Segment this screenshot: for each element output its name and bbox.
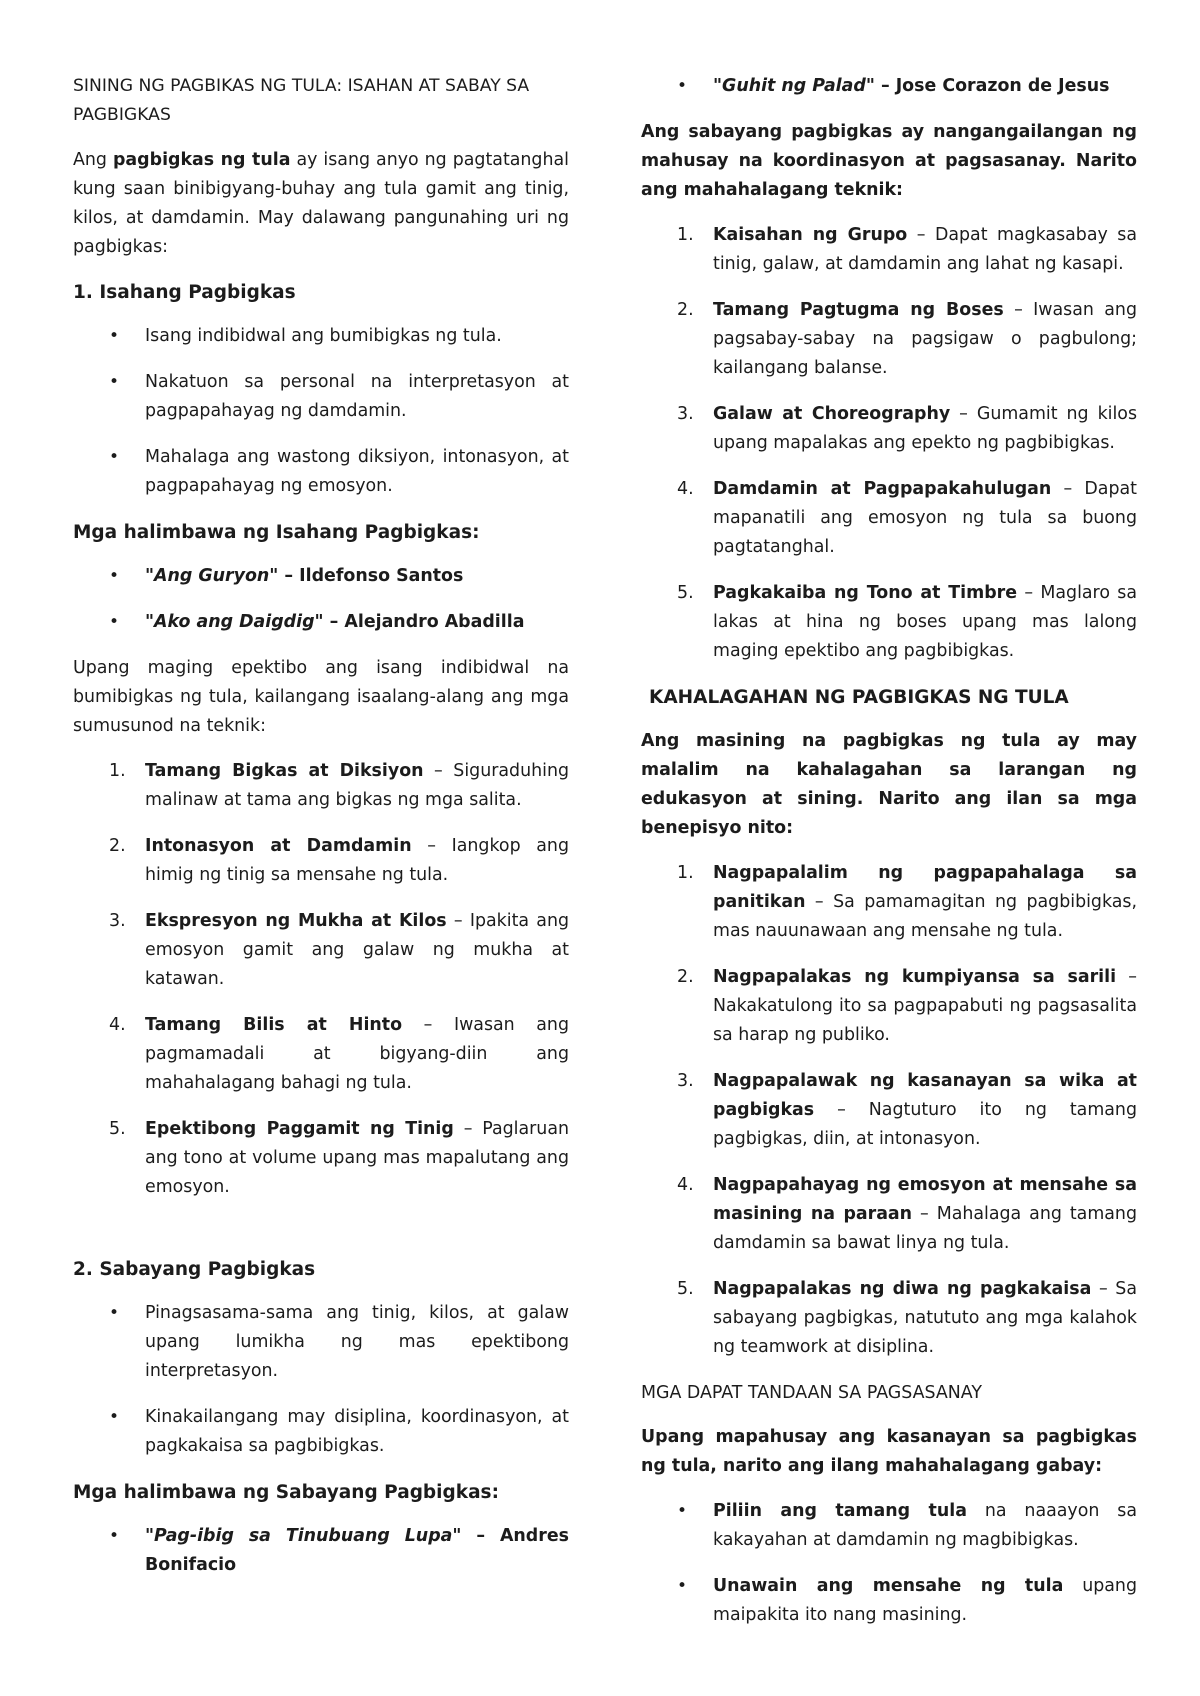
example-author: – Alejandro Abadilla	[323, 612, 525, 632]
list-item	[641, 72, 1137, 101]
intro-bold: pagbigkas ng tula	[112, 150, 291, 170]
bullet-icon: •	[109, 1303, 120, 1323]
section2-heading: 2. Sabayang Pagbigkas	[73, 1259, 316, 1280]
examples2-list-continued	[641, 72, 1137, 101]
list-item	[73, 1403, 569, 1461]
list-item-text: Isang indibidwal ang bumibigkas ng tula.	[145, 326, 502, 346]
left-column	[73, 72, 569, 1597]
list-number: 2.	[677, 967, 694, 987]
list-item-text: Nakatuon sa personal na interpretasyon at pagpapahayag ng damdamin.	[145, 372, 569, 421]
list-item-bold: Kaisahan ng Grupo	[713, 225, 908, 245]
list-item	[73, 562, 569, 591]
list-item	[641, 1497, 1137, 1555]
list-item	[641, 579, 1137, 666]
list-item	[641, 475, 1137, 562]
list-item	[73, 443, 569, 501]
list-item-text: – Ipakita ang emosyon gamit ang galaw ng mukha at katawan.	[145, 911, 569, 989]
list-item-bold: Damdamin at Pagpapakahulugan	[713, 479, 1052, 499]
example-author: – Andres Bonifacio	[145, 1526, 569, 1575]
list-item	[641, 1572, 1137, 1630]
list-item-text: – Maglaro sa lakas at hina ng boses upang mas lalong maging epektibo ang pagbibigkas.	[713, 583, 1137, 661]
list-number: 5.	[677, 1279, 694, 1299]
bullet-icon: •	[109, 612, 120, 632]
list-item-text: – Paglaruan ang tono at volume upang mas mapalutang ang emosyon.	[145, 1119, 569, 1197]
list-item-text: – Gumamit ng kilos upang mapalakas ang epekto ng pagbibigkas.	[713, 404, 1137, 453]
list-number: 3.	[109, 911, 126, 931]
example-author: – Ildefonso Santos	[278, 566, 464, 586]
bullet-icon: •	[677, 1501, 688, 1521]
bullet-icon: •	[109, 1526, 120, 1546]
list-item-bold: Intonasyon at Damdamin	[145, 836, 412, 856]
tandaan-intro	[641, 1423, 1137, 1481]
kahalagahan-intro-text: Ang masining na pagbigkas ng tula ay may malalim na kahalagahan sa larangan ng edukasyon at sining. Narito ang ilan sa mga benepisyo nito:	[641, 731, 1137, 838]
list-item-text: – Siguraduhing malinaw at tama ang bigkas ng mga salita.	[145, 761, 570, 810]
list-item-bold: Piliin ang tamang tula	[713, 1501, 967, 1521]
bullet-icon: •	[109, 447, 120, 467]
list-item-text: – Dapat magkasabay sa tinig, galaw, at damdamin ang lahat ng kasapi.	[713, 225, 1137, 274]
list-item	[73, 1011, 569, 1098]
list-item-text: Pinagsasama-sama ang tinig, kilos, at galaw upang lumikha ng mas epektibong interpretasyon.	[145, 1303, 569, 1381]
list-item	[73, 1115, 569, 1202]
list-item	[73, 757, 569, 815]
list-number: 2.	[109, 836, 126, 856]
list-item	[641, 1275, 1137, 1362]
example-title: "Ang Guryon"	[145, 566, 279, 586]
list-item	[641, 221, 1137, 279]
tandaan-intro-text: Upang mapahusay ang kasanayan sa pagbigkas ng tula, narito ang ilang mahahalagang gabay:	[641, 1427, 1137, 1476]
list-item-bold: Nagpapalakas ng kumpiyansa sa sarili	[713, 967, 1117, 987]
intro-post: ay isang anyo ng pagtatanghal kung saan binibigyang-buhay ang tula gamit ang tinig, kilos, at damdamin. May dalawang pangunahing uri ng pagbigkas:	[73, 150, 569, 257]
sabayan-intro-text: Ang sabayang pagbigkas ay nangangailangan ng mahusay na koordinasyon at pagsasanay. Narito ang mahahalagang teknik:	[641, 122, 1137, 200]
examples1-list	[73, 562, 569, 637]
list-item	[641, 1067, 1137, 1154]
example-title: "Guhit ng Palad"	[713, 76, 875, 96]
list-item-text: – Dapat mapanatili ang emosyon ng tula sa buong pagtatanghal.	[713, 479, 1137, 557]
list-item-bold: Tamang Bilis at Hinto	[145, 1015, 403, 1035]
list-item-text: – Sa pamamagitan ng pagbibigkas, mas nauunawaan ang mensahe ng tula.	[713, 892, 1137, 941]
list-item-text: – Mahalaga ang tamang damdamin sa bawat linya ng tula.	[713, 1204, 1137, 1253]
list-item	[73, 832, 569, 890]
list-number: 1.	[677, 863, 694, 883]
list-item	[73, 608, 569, 637]
list-number: 4.	[677, 1175, 694, 1195]
list-item-bold: Ekspresyon ng Mukha at Kilos	[145, 911, 447, 931]
list-item-text: – Iwasan ang pagmamadali at bigyang-diin ang mahahalagang bahagi ng tula.	[145, 1015, 569, 1093]
list-item-bold: Nagpapahayag ng emosyon at mensahe sa masining na paraan	[713, 1175, 1137, 1224]
spacer	[73, 1219, 569, 1255]
section2-bullet-list	[73, 1299, 569, 1461]
list-item-text: upang maipakita ito nang masining.	[713, 1576, 1137, 1625]
list-item-bold: Tamang Pagtugma ng Boses	[713, 300, 1004, 320]
list-number: 1.	[109, 761, 126, 781]
list-item-text: – Nagtuturo ito ng tamang pagbigkas, diin, at intonasyon.	[713, 1100, 1137, 1149]
kahalagahan-heading: KAHALAGAHAN NG PAGBIGKAS NG TULA	[649, 687, 1069, 708]
list-item-bold: Tamang Bigkas at Diksiyon	[145, 761, 424, 781]
bullet-icon: •	[677, 76, 688, 96]
bullet-icon: •	[109, 566, 120, 586]
list-number: 3.	[677, 1071, 694, 1091]
list-item	[641, 859, 1137, 946]
list-item-text: na naaayon sa kakayahan at damdamin ng magbibigkas.	[713, 1501, 1137, 1550]
list-item-bold: Nagpapalalim ng pagpapahalaga sa panitikan	[713, 863, 1137, 912]
document-title: SINING NG PAGBIKAS NG TULA: ISAHAN AT SABAY SA PAGBIGKAS	[73, 76, 530, 125]
example-title: "Ako ang Daigdig"	[145, 612, 324, 632]
intro-paragraph	[73, 146, 569, 262]
list-number: 1.	[677, 225, 694, 245]
list-item-bold: Nagpapalawak ng kasanayan sa wika at pagbigkas	[713, 1071, 1137, 1120]
bullet-icon: •	[109, 326, 120, 346]
list-item	[73, 907, 569, 994]
sabayan-techniques-list	[641, 221, 1137, 666]
examples2-list	[73, 1522, 569, 1580]
list-item	[641, 963, 1137, 1050]
bullet-icon: •	[109, 372, 120, 392]
list-item-text: – Iwasan ang pagsabay-sabay na pagsigaw o pagbulong; kailangang balanse.	[713, 300, 1137, 378]
example-title: "Pag-ibig sa Tinubuang Lupa"	[145, 1526, 462, 1546]
list-item-text: Mahalaga ang wastong diksiyon, intonasyon, at pagpapahayag ng emosyon.	[145, 447, 569, 496]
techniques-list	[73, 757, 569, 1202]
bullet-icon: •	[677, 1576, 688, 1596]
list-item	[641, 1171, 1137, 1258]
list-item-text: Kinakailangang may disiplina, koordinasyon, at pagkakaisa sa pagbibigkas.	[145, 1407, 569, 1456]
list-item	[73, 1522, 569, 1580]
list-item	[641, 400, 1137, 458]
bullet-icon: •	[109, 1407, 120, 1427]
techniques-intro: Upang maging epektibo ang isang indibidwal na bumibigkas ng tula, kailangang isaalang-alang ang mga sumusunod na teknik:	[73, 658, 569, 736]
list-number: 4.	[677, 479, 694, 499]
section1-heading: 1. Isahang Pagbigkas	[73, 282, 296, 303]
sabayan-intro	[641, 118, 1137, 205]
list-item	[73, 322, 569, 351]
benefits-list	[641, 859, 1137, 1362]
examples1-heading: Mga halimbawa ng Isahang Pagbigkas:	[73, 522, 480, 543]
section1-bullet-list	[73, 322, 569, 501]
right-column	[641, 72, 1137, 1647]
list-item	[641, 296, 1137, 383]
list-item-text: – Iangkop ang himig ng tinig sa mensahe ng tula.	[145, 836, 569, 885]
tandaan-list	[641, 1497, 1137, 1630]
example-author: – Jose Corazon de Jesus	[874, 76, 1110, 96]
list-item-text: – Sa sabayang pagbigkas, natututo ang mga kalahok ng teamwork at disiplina.	[713, 1279, 1137, 1357]
list-item	[73, 368, 569, 426]
list-item	[73, 1299, 569, 1386]
examples2-heading: Mga halimbawa ng Sabayang Pagbigkas:	[73, 1482, 499, 1503]
list-number: 5.	[109, 1119, 126, 1139]
list-number: 3.	[677, 404, 694, 424]
list-item-text: – Nakakatulong ito sa pagpapabuti ng pagsasalita sa harap ng publiko.	[713, 967, 1137, 1045]
tandaan-heading: MGA DAPAT TANDAAN SA PAGSASANAY	[641, 1383, 982, 1403]
list-item-bold: Galaw at Choreography	[713, 404, 951, 424]
list-number: 2.	[677, 300, 694, 320]
list-item-bold: Pagkakaiba ng Tono at Timbre	[713, 583, 1018, 603]
list-item-bold: Unawain ang mensahe ng tula	[713, 1576, 1064, 1596]
intro-pre: Ang	[73, 150, 113, 170]
list-item-bold: Epektibong Paggamit ng Tinig	[145, 1119, 454, 1139]
list-number: 4.	[109, 1015, 126, 1035]
list-number: 5.	[677, 583, 694, 603]
kahalagahan-intro	[641, 727, 1137, 843]
list-item-bold: Nagpapalakas ng diwa ng pagkakaisa	[713, 1279, 1092, 1299]
